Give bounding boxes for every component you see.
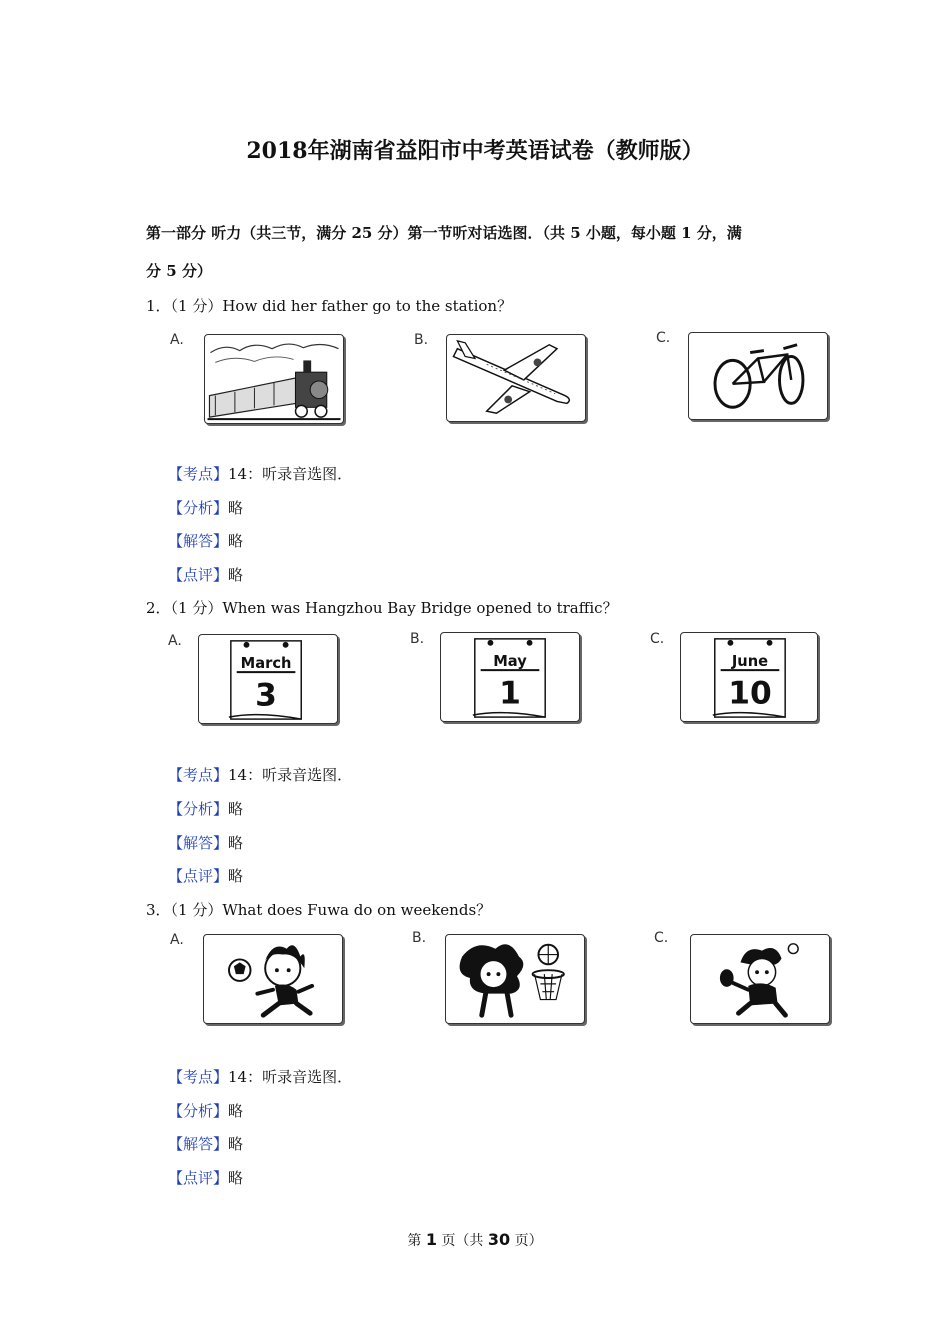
footer-prefix: 第	[407, 1233, 422, 1249]
question-3-text: 3．（1 分）What does Fuwa do on weekends？	[146, 901, 492, 919]
q2-jieda-value: 略	[228, 834, 244, 852]
footer-suffix: 页）	[514, 1233, 543, 1249]
q1-option-b-label: B.	[414, 332, 429, 348]
kaodian-label: 【考点】	[168, 1068, 229, 1086]
dianping-label: 【点评】	[168, 867, 229, 885]
q3-dianping-value: 略	[228, 1169, 244, 1187]
footer-total-pages: 30	[487, 1230, 511, 1249]
bicycle-icon	[689, 333, 827, 419]
question-2-text: 2．（1 分）When was Hangzhou Bay Bridge opened to traffic？	[146, 599, 618, 617]
q1-option-c-label: C.	[656, 330, 671, 346]
q1-dianping-value: 略	[228, 566, 244, 584]
q2-kaodian-value: 14：听录音选图．	[228, 766, 353, 784]
fuwa-basketball-picture	[445, 934, 585, 1024]
q2-option-a-label: A.	[168, 633, 182, 649]
footer-page-number: 1	[425, 1230, 437, 1249]
calendar-b-picture	[440, 632, 580, 722]
q3-jieda-value: 略	[228, 1135, 244, 1153]
q2-fenxi	[168, 798, 243, 819]
calendar-icon	[681, 633, 817, 721]
q2-option-c-label: C.	[650, 631, 665, 647]
q1-kaodian	[168, 463, 352, 484]
calendar-c-day: 10	[728, 675, 772, 712]
question-1-text: 1．（1 分）How did her father go to the station？	[146, 297, 513, 315]
section-header-line2: 分 5 分）	[146, 262, 212, 280]
calendar-b-month: May	[493, 653, 527, 671]
kaodian-label: 【考点】	[168, 465, 229, 483]
bicycle-picture	[688, 332, 828, 420]
q2-option-b-label: B.	[410, 631, 425, 647]
footer-middle: 页（共	[441, 1233, 484, 1249]
calendar-a-picture	[198, 634, 338, 724]
q2-fenxi-value: 略	[228, 800, 244, 818]
q3-kaodian-value: 14：听录音选图．	[228, 1068, 353, 1086]
q3-option-a-label: A.	[170, 932, 184, 948]
q1-fenxi	[168, 497, 243, 518]
q1-dianping	[168, 564, 243, 585]
fenxi-label: 【分析】	[168, 499, 229, 517]
soccer-icon	[204, 935, 342, 1023]
q2-jieda	[168, 832, 243, 853]
q2-dianping-value: 略	[228, 867, 244, 885]
dianping-label: 【点评】	[168, 1169, 229, 1187]
airplane-icon	[447, 335, 585, 421]
q3-fenxi-value: 略	[228, 1102, 244, 1120]
pingpong-icon	[691, 935, 829, 1023]
page-footer	[0, 1230, 950, 1250]
page-title: 2018年湖南省益阳市中考英语试卷（教师版）	[246, 138, 704, 164]
fenxi-label: 【分析】	[168, 800, 229, 818]
basketball-icon	[446, 935, 584, 1023]
q1-jieda	[168, 530, 243, 551]
jieda-label: 【解答】	[168, 1135, 229, 1153]
q3-jieda	[168, 1133, 243, 1154]
q3-option-b-label: B.	[412, 930, 427, 946]
q3-fenxi	[168, 1100, 243, 1121]
q2-dianping	[168, 865, 243, 886]
q3-option-c-label: C.	[654, 930, 669, 946]
section-header-line1: 第一部分 听力（共三节，满分 25 分）第一节听对话选图．（共 5 小题，每小题 1 分，满	[146, 224, 742, 242]
calendar-c-month: June	[731, 653, 769, 671]
calendar-icon	[441, 633, 579, 721]
calendar-c-picture	[680, 632, 818, 722]
q3-dianping	[168, 1167, 243, 1188]
fuwa-pingpong-picture	[690, 934, 830, 1024]
calendar-b-day: 1	[499, 675, 521, 712]
jieda-label: 【解答】	[168, 532, 229, 550]
airplane-picture	[446, 334, 586, 422]
q3-kaodian	[168, 1066, 352, 1087]
q1-jieda-value: 略	[228, 532, 244, 550]
calendar-icon	[199, 635, 337, 723]
dianping-label: 【点评】	[168, 566, 229, 584]
calendar-a-month: March	[240, 655, 292, 673]
q1-kaodian-value: 14：听录音选图．	[228, 465, 353, 483]
kaodian-label: 【考点】	[168, 766, 229, 784]
jieda-label: 【解答】	[168, 834, 229, 852]
q1-fenxi-value: 略	[228, 499, 244, 517]
fenxi-label: 【分析】	[168, 1102, 229, 1120]
train-picture	[204, 334, 344, 424]
calendar-a-day: 3	[255, 677, 277, 714]
train-icon	[205, 335, 343, 423]
q2-kaodian	[168, 764, 352, 785]
q1-option-a-label: A.	[170, 332, 184, 348]
fuwa-soccer-picture	[203, 934, 343, 1024]
